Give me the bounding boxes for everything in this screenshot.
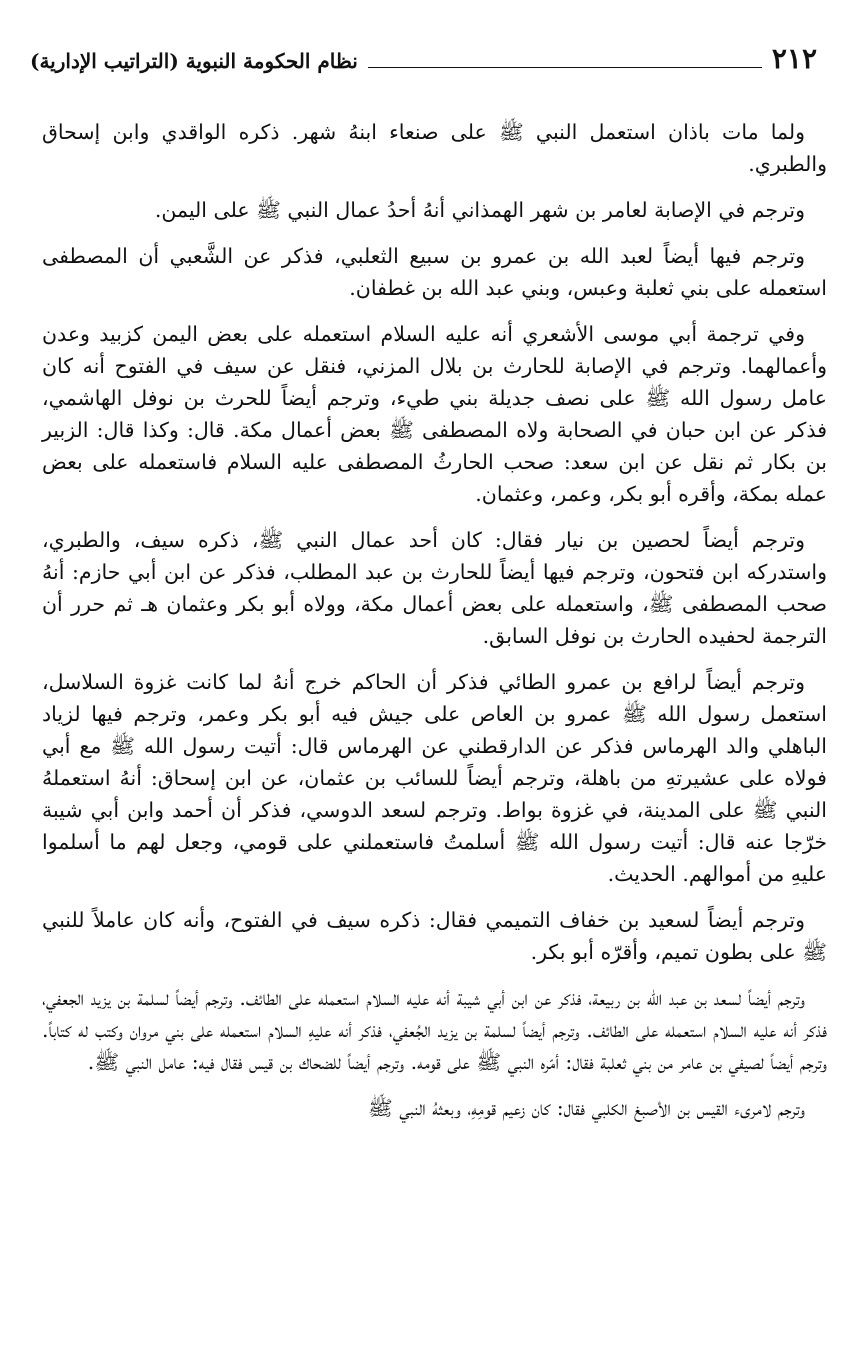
paragraph: وترجم أيضاً لحصين بن نيار فقال: كان أحد عمال النبي ﷺ، ذكره سيف، والطبري، واستدركه ابن فتحون، وترجم فيها أيضاً للحارث بن عبد المطلب، فذكر عن ابن أبي حازم: أنهُ صحب المصطفى ﷺ، واستعمله على بعض أعمال مكة، وولاه أبو بكر وعثمان هـ ثم حرر أن الترجمة لحفيده الحارث بن نوفل السابق. [42, 528, 827, 648]
page-number: ٢١٢ [771, 42, 817, 75]
paragraph: وترجم أيضاً لسعد بن عبد الله بن ربيعة، فذكر عن ابن أبي شيبة أنه عليه السلام استعمله على الطائف. وترجم أيضاً لسلمة بن يزيد الجعفي، فذكر أنه عليه السلام استعمله على الطائف. وترجم أيضاً لسلمة بن يزيد الجُعفي، فذكر أنه عليهِ السلام استعمله على بني مروان وكتب له كتاباً. وترجم أيضاً لصيفي بن عامر من بني ثعلبة فقال: أمّره النبي ﷺ على قومه. وترجم أيضاً للضحاك بن قيس فقال فيه: عامل النبي ﷺ. [42, 986, 827, 1074]
paragraph: وترجم أيضاً لرافع بن عمرو الطائي فذكر أن الحاكم خرج أنهُ لما كانت غزوة السلاسل، استعمل رسول الله ﷺ عمرو بن العاص على جيش فيه أبو بكر وعمر، وترجم فيها لزياد الباهلي والد الهرماس فذكر عن الدارقطني عن الهرماس قال: أتيت رسول الله ﷺ مع أبي فولاه على عشيرتهِ من باهلة، وترجم أيضاً للسائب بن عثمان، عن ابن إسحاق: أنهُ استعملهُ النبي ﷺ على المدينة، في غزوة بواط. وترجم لسعد الدوسي، فذكر أن أحمد وابن أبي شيبة خرّجا عنه قال: أتيت رسول الله ﷺ أسلمتُ فاستعملني على قومي، وجعل لهم ما أسلموا عليهِ من أموالهم. الحديث. [42, 670, 827, 886]
paragraph: وترجم لامرىء القيس بن الأصبغ الكلبي فقال: كان زعيم قومِهِ، وبعثهُ النبي ﷺ [367, 1096, 805, 1120]
page-header [30, 40, 817, 74]
paragraph: وترجم فيها أيضاً لعبد الله بن عمرو بن سبيع الثعلبي، فذكر عن الشَّعبي أن المصطفى استعمله على بني ثعلبة وعبس، وبني عبد الله بن غطفان. [42, 244, 827, 300]
paragraph: وترجم في الإصابة لعامر بن شهر الهمذاني أنهُ أحدُ عمال النبي ﷺ على اليمن. [154, 198, 805, 222]
paragraph: وفي ترجمة أبي موسى الأشعري أنه عليه السلام استعمله على بعض اليمن كزبيد وعدن وأعمالهما. وترجم في الإصابة للحارث بن بلال المزني، فنقل عن سيف في الفتوح أنه كان عامل رسول الله ﷺ على نصف جديلة بني طيء، وترجم أيضاً للحرث بن نوفل الهاشمي، فذكر عن ابن حبان في الصحابة ولاه المصطفى ﷺ بعض أعمال مكة. قال: وكذا قال: الزبير بن بكار ثم نقل عن ابن سعد: صحب الحارثُ المصطفى عليه السلام فاستعمله على بعض عمله بمكة، وأقره أبو بكر، وعمر، وعثمان. [42, 322, 827, 506]
body-text [42, 116, 827, 1138]
paragraph: وترجم أيضاً لسعيد بن خفاف التميمي فقال: ذكره سيف في الفتوح، وأنه كان عاملاً للنبي ﷺ على بطون تميم، وأقرّه أبو بكر. [42, 908, 827, 964]
running-title: نظام الحكومة النبوية (التراتيب الإدارية) [30, 49, 358, 73]
header-rule [368, 67, 762, 68]
paragraph: ولما مات باذان استعمل النبي ﷺ على صنعاء ابنهُ شهر. ذكره الواقدي وابن إسحاق والطبري. [42, 120, 827, 176]
